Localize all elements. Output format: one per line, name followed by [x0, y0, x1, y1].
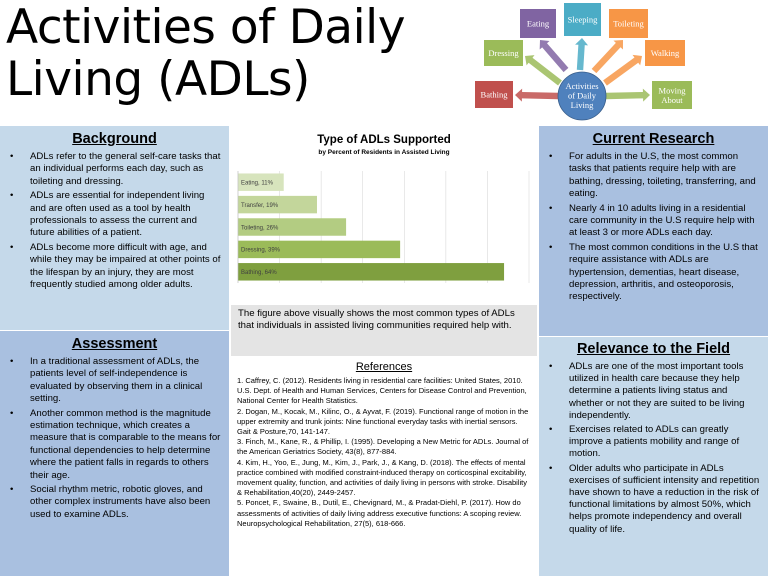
diagram-node-label: About: [661, 94, 683, 105]
reference-item: 1. Caffrey, C. (2012). Residents living in residential care facilities: United States, 2010. U.S. Dept. of Health and Human Services, Centers for Disease Control and Prevention, National Center for Health Statistics.: [237, 376, 527, 406]
list-item: • Exercises related to ADLs can greatly improve a patients mobility and range of motion.: [545, 424, 762, 461]
chart-title: Type of ADLs Supported: [317, 134, 451, 146]
references-heading: References: [355, 361, 413, 373]
bar-data-label: Transfer, 19%: [241, 202, 279, 209]
list-item: • Another common method is the magnitude estimation technique, which creates a measure that is comparable to the means for functional dependencies to help determine where the patient falls in regards to others their age.: [6, 408, 223, 482]
bar: [238, 263, 504, 280]
diagram-center-label: of Daily: [567, 90, 597, 101]
background-panel: [0, 126, 229, 330]
bar-data-label: Bathing, 64%: [241, 270, 277, 277]
current-research-heading: Current Research: [592, 131, 715, 147]
diagram-arrow: [606, 89, 650, 102]
chart-subtitle: by Percent of Residents in Assisted Living: [318, 149, 450, 156]
current-research-panel: [539, 126, 768, 336]
reference-item: 5. Poncet, F., Swaine, B., Dutil, E., Chevignard, M., & Pradat-Diehl, P. (2017). How do assessments of activities of daily living address executive functions: A scoping review. Neuropsychological Rehabilitation, 27(5), 618-666.: [237, 498, 522, 528]
list-item: • Social rhythm metric, robotic gloves, and other complex instruments have also been used to examine ADLs.: [6, 484, 223, 521]
list-item: • For adults in the U.S, the most common tasks that patients require help with are bathing, dressing, toileting, transferring, and eating.: [545, 151, 762, 201]
diagram-node-label: Moving: [658, 85, 686, 96]
diagram-node-label: Sleeping: [567, 14, 598, 25]
list-item: • ADLs are one of the most important tools utilized in health care because they help determine a patients living status and whether or not they are suited to be living independently.: [545, 361, 762, 422]
diagram-node-label: Walking: [650, 48, 680, 58]
chart-plot: [231, 126, 537, 304]
list-item: • The most common conditions in the U.S that require assistance with ADLs are hypertension, dementias, heart disease, depression, arthritis, and osteoporosis, respectively.: [545, 242, 762, 304]
assessment-heading: Assessment: [71, 336, 158, 352]
references-section: [231, 358, 537, 576]
list-item: • In a traditional assessment of ADLs, the patients level of self-independence is evaluated by observing them in a clinical setting.: [6, 356, 223, 406]
relevance-panel: [539, 337, 768, 576]
list-item: • ADLs refer to the general self-care tasks that an individual performs each day, such as toileting and dressing.: [6, 151, 223, 188]
diagram-node-label: Bathing: [480, 89, 508, 100]
diagram-node-label: Dressing: [488, 48, 519, 58]
background-heading: Background: [72, 131, 157, 147]
relevance-heading: Relevance to the Field: [576, 341, 731, 357]
list-item: • ADLs are essential for independent living and are often used as a tool by health professionals to assess the current and future abilities of a patient.: [6, 190, 223, 240]
relevance-list: [545, 361, 762, 536]
diagram-node-label: Eating: [526, 18, 550, 29]
diagram-center-label: Living: [570, 100, 594, 110]
bar-data-label: Eating, 11%: [241, 180, 273, 187]
poster-title: Activities of Daily Living (ADLs): [6, 0, 406, 107]
diagram-arrow: [575, 38, 588, 70]
adl-cycle-diagram: [470, 0, 768, 126]
adl-bar-chart: [231, 126, 537, 304]
bar-data-label: Toileting, 26%: [241, 225, 279, 232]
reference-item: 4. Kim, H., Yoo, E., Jung, M., Kim, J., Park, J., & Kang, D. (2018). The effects of mental practice combined with modified constraint-induced therapy on corticospinal excitability, movement quality, function, and activities of daily living in persons with stroke. Disability & Rehabilitation,40(20), 2449-2457.: [237, 457, 527, 498]
chart-caption: The figure above visually shows the most common types of ADLs that individuals in assisted living communities required help with.: [231, 305, 537, 356]
current-research-list: [545, 151, 762, 304]
list-item: • ADLs become more difficult with age, and while they may be impaired at other points of the lifespan by an injury, they are most frequently studied among older adults.: [6, 242, 223, 292]
diagram-center-label: Activities: [565, 81, 599, 91]
diagram-arrow: [515, 89, 558, 102]
bar-data-label: Dressing, 39%: [241, 247, 281, 254]
reference-item: 3. Finch, M., Kane, R., & Phillip, I. (1995). Developing a New Metric for ADLs. Journal of the American Geriatrics Society, 43(8), 877-884.: [237, 437, 529, 457]
list-item: • Nearly 4 in 10 adults living in a residential care community in the U.S require help with at least 3 or more ADLs each day.: [545, 203, 762, 240]
assessment-list: [6, 356, 223, 521]
assessment-panel: [0, 331, 229, 576]
background-list: [6, 151, 223, 291]
reference-item: 2. Dogan, M., Kocak, M., Kilinc, O., & Ayvat, F. (2019). Functional range of motion in the upper extremity and trunk joints: Nine functional everyday tasks with inertial sensors. Gait & Posture,70, 141-147.: [237, 406, 529, 437]
diagram-node-label: Toileting: [613, 18, 644, 29]
diagram-arrow: [592, 40, 623, 73]
list-item: • Older adults who participate in ADLs exercises of sufficient intensity and repetition have shown to have a reduction in the risk of functional limitations by almost 50%, which helps promote independency and overall quality of life.: [545, 463, 762, 536]
